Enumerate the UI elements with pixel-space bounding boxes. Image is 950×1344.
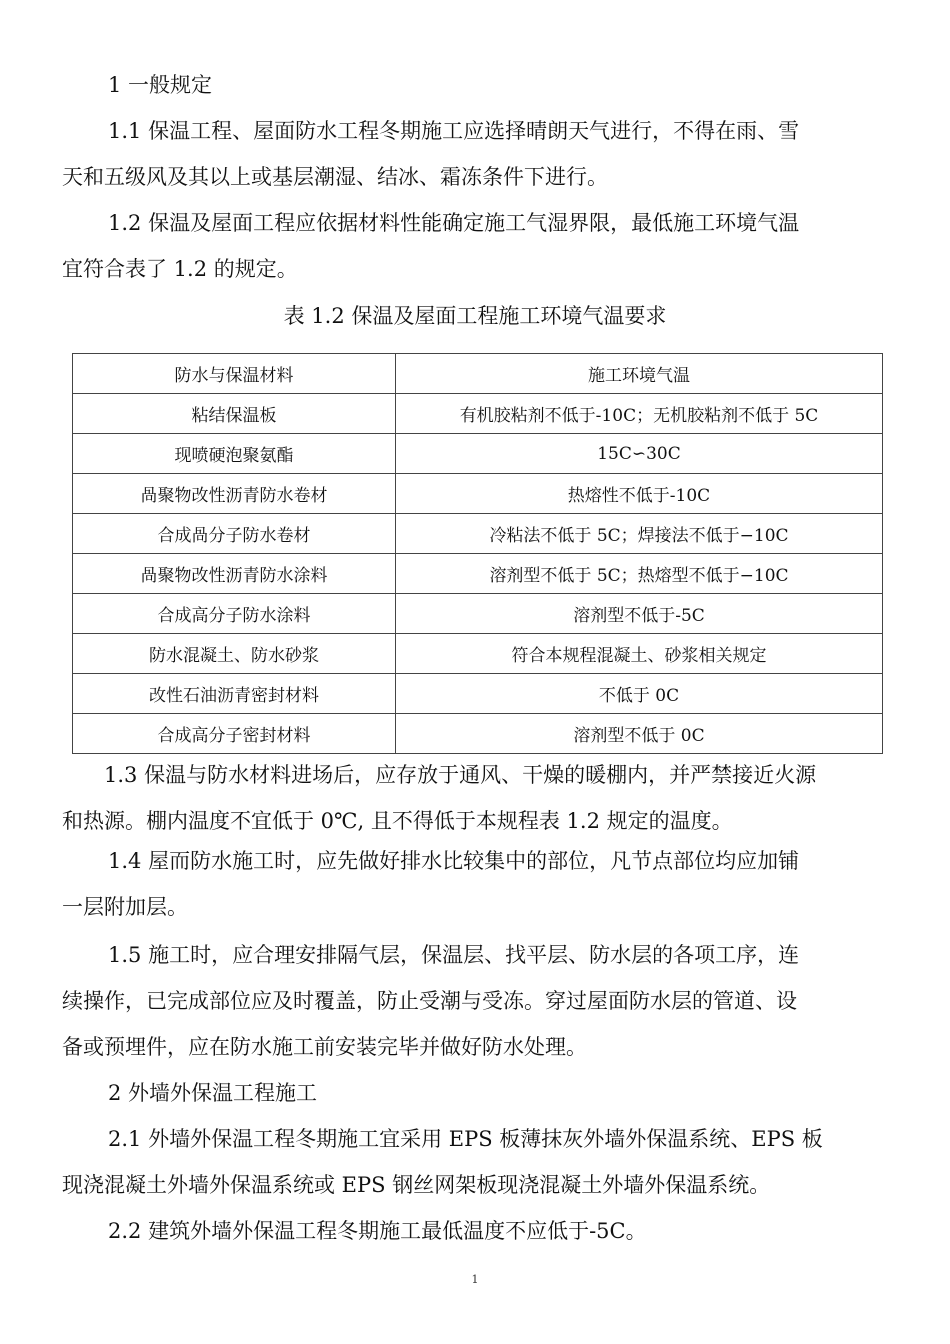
- table-row: [73, 474, 883, 514]
- table-caption: 表 1.2 保温及屋面工程施工环境气温要求: [283, 304, 667, 328]
- material-cell: 合成咼分子防水卷材: [73, 514, 396, 554]
- material-cell: 防水混凝土、防水砂浆: [73, 634, 396, 674]
- paragraph-1-4: 1.4 屋而防水施工时，应先做好排水比较集中的部位，凡节点部位均应加铺 一层附加层。: [62, 849, 800, 919]
- paragraph-2-1: 2.1 外墙外保温工程冬期施工宜采用 EPS 板薄抹灰外墙外保温系统、EPS 板 现浇混凝土外墙外保温系统或 EPS 钢丝网架板现浇混凝土外墙外保温系统。: [62, 1127, 823, 1197]
- temperature-cell: 冷粘法不低于 5C；焊接法不低于−10C: [396, 514, 883, 554]
- material-cell: 合成高分子防水涂料: [73, 594, 396, 634]
- temperature-cell: 有机胶粘剂不低于-10C；无机胶粘剂不低于 5C: [396, 394, 883, 434]
- temperature-cell: 溶剂型不低于-5C: [396, 594, 883, 634]
- table-header-row: [73, 354, 883, 394]
- table-row: [73, 394, 883, 434]
- table-row: [73, 514, 883, 554]
- paragraph-1-3: 1.3 保温与防水材料进场后，应存放于通风、干燥的暖棚内，并严禁接近火源 和热源。棚内温度不宜低于 0℃, 且不得低于本规程表 1.2 规定的温度。: [62, 763, 817, 833]
- table-row: [73, 554, 883, 594]
- table-row: [73, 434, 883, 474]
- material-cell: 改性石油沥青密封材料: [73, 674, 396, 714]
- temperature-cell: 15C∽30C: [396, 434, 883, 474]
- material-cell: 咼聚物改性沥青防水卷材: [73, 474, 396, 514]
- temperature-cell: 溶剂型不低于 0C: [396, 714, 883, 754]
- temperature-requirements-table: [72, 353, 883, 754]
- section-heading-general: 1 一般规定: [108, 73, 213, 97]
- table-row: [73, 674, 883, 714]
- temperature-cell: 热熔性不低于-10C: [396, 474, 883, 514]
- paragraph-1-1: 1.1 保温工程、屋面防水工程冬期施工应选择晴朗天气进行，不得在雨、雪 天和五级风及其以上或基层潮湿、结冰、霜冻条件下进行。: [62, 119, 800, 189]
- page-number: 1: [471, 1273, 479, 1286]
- material-cell: 咼聚物改性沥青防水涂料: [73, 554, 396, 594]
- paragraph-1-5: 1.5 施工时，应合理安排隔气层，保温层、找平层、防水层的各项工序，连 续操作，已完成部位应及时覆盖，防止受潮与受冻。穿过屋面防水层的管道、设 备或预埋件，应在防水施工前安装完毕并做好防水处理。: [62, 943, 800, 1059]
- temperature-cell: 溶剂型不低于 5C；热熔型不低于−10C: [396, 554, 883, 594]
- table-header-cell: 施工环境气温: [396, 354, 883, 394]
- section-heading-exterior-wall: 2 外墙外保温工程施工: [108, 1081, 318, 1105]
- table-row: [73, 714, 883, 754]
- temperature-cell: 符合本规程混凝土、砂浆相关规定: [396, 634, 883, 674]
- table-row: [73, 594, 883, 634]
- material-cell: 粘结保温板: [73, 394, 396, 434]
- paragraph-1-2: 1.2 保温及屋面工程应依据材料性能确定施工气湿界限，最低施工环境气温 宜符合表了 1.2 的规定。: [62, 211, 800, 281]
- temperature-cell: 不低于 0C: [396, 674, 883, 714]
- table-row: [73, 634, 883, 674]
- table-header-cell: 防水与保温材料: [73, 354, 396, 394]
- material-cell: 合成高分子密封材料: [73, 714, 396, 754]
- material-cell: 现喷硬泡聚氨酯: [73, 434, 396, 474]
- paragraph-2-2: 2.2 建筑外墙外保温工程冬期施工最低温度不应低于-5C。: [108, 1219, 647, 1243]
